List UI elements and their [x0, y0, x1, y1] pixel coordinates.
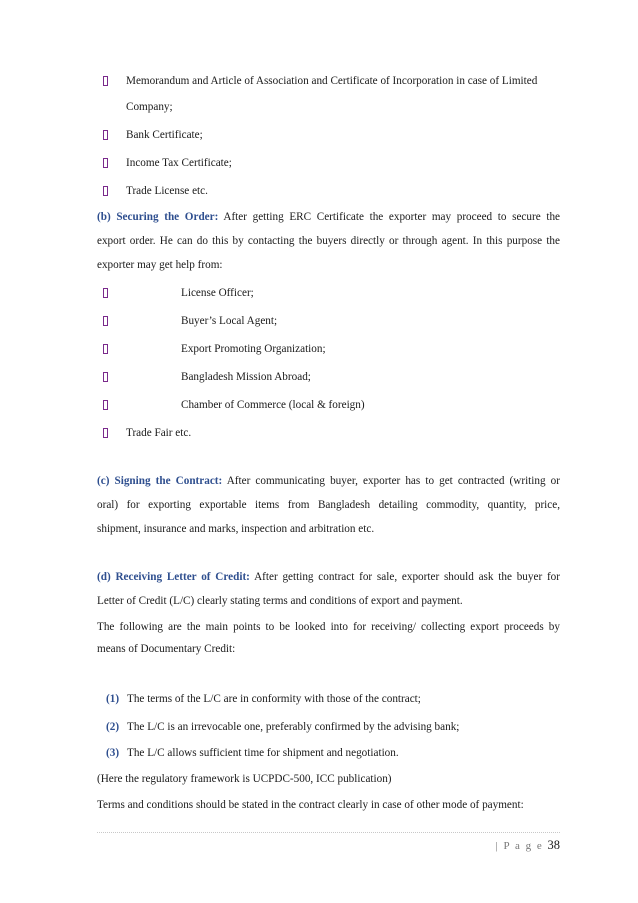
section-c-heading: (c) Signing the Contract:: [97, 475, 223, 487]
help-list-item: Export Promoting Organization;: [181, 343, 326, 355]
section-b-heading: (b) Securing the Order:: [97, 211, 219, 223]
help-list-item: Chamber of Commerce (local & foreign): [181, 399, 365, 411]
section-b-paragraph-line: exporter may get help from:: [97, 259, 223, 271]
section-c-paragraph-line: [97, 474, 560, 488]
bullet-icon: [103, 76, 108, 86]
bullet-icon: [103, 158, 108, 168]
bullet-icon: [103, 288, 108, 298]
numbered-item-text: The L/C allows sufficient time for shipment and negotiation.: [127, 747, 399, 759]
help-list-item: Bangladesh Mission Abroad;: [181, 371, 311, 383]
bullet-text: Trade License etc.: [126, 185, 208, 197]
bullet-text: Bank Certificate;: [126, 129, 203, 141]
section-b-text: After getting ERC Certificate the exporter may proceed to secure the: [223, 211, 560, 223]
section-c-paragraph-line: oral) for exporting exportable items from Bangladesh detailing commodity, quantity, price,: [97, 499, 560, 511]
help-list-item: Buyer’s Local Agent;: [181, 315, 278, 327]
section-d-heading: (d) Receiving Letter of Credit:: [97, 571, 250, 583]
numbered-item-number: (2): [106, 721, 120, 733]
section-b-paragraph-line: [97, 210, 560, 224]
footer-divider: [97, 832, 560, 833]
page-number: 38: [547, 838, 560, 852]
section-c-text: After communicating buyer, exporter has to get contracted (writing or: [226, 475, 560, 487]
section-c-paragraph-line: shipment, insurance and marks, inspection and arbitration etc.: [97, 523, 375, 535]
regulatory-note: (Here the regulatory framework is UCPDC-500, ICC publication): [97, 773, 392, 785]
page-footer: [496, 838, 560, 853]
bullet-icon: [103, 372, 108, 382]
page-label: | P a g e: [495, 840, 544, 852]
bullet-icon: [103, 316, 108, 326]
section-d-text: After getting contract for sale, exporter should ask the buyer for: [254, 571, 560, 583]
bullet-icon: [103, 344, 108, 354]
section-d-paragraph-line: Letter of Credit (L/C) clearly stating terms and conditions of export and payment.: [97, 595, 463, 607]
bullet-text: Memorandum and Article of Association and Certificate of Incorporation in case of Limited: [126, 75, 538, 87]
bullet-icon: [103, 428, 108, 438]
section-d-paragraph-line: [97, 570, 560, 584]
help-list-item: Trade Fair etc.: [126, 427, 192, 439]
closing-sentence: Terms and conditions should be stated in the contract clearly in case of other mode of payment:: [97, 799, 524, 811]
numbered-item-number: (3): [106, 747, 120, 759]
bullet-icon: [103, 400, 108, 410]
numbered-item-text: The terms of the L/C are in conformity with those of the contract;: [127, 693, 421, 705]
bullet-icon: [103, 186, 108, 196]
bullet-text-continued: Company;: [126, 101, 173, 113]
section-b-paragraph-line: export order. He can do this by contacting the buyers directly or through agent. In this purpose the: [97, 235, 560, 247]
help-list-item: License Officer;: [181, 287, 254, 299]
numbered-item-number: (1): [106, 693, 120, 705]
bullet-icon: [103, 130, 108, 140]
bullet-text: Income Tax Certificate;: [126, 157, 232, 169]
numbered-item-text: The L/C is an irrevocable one, preferably confirmed by the advising bank;: [127, 721, 460, 733]
section-d-paragraph-line: means of Documentary Credit:: [97, 643, 236, 655]
section-d-paragraph-line: The following are the main points to be looked into for receiving/ collecting export proceeds by: [97, 621, 560, 633]
